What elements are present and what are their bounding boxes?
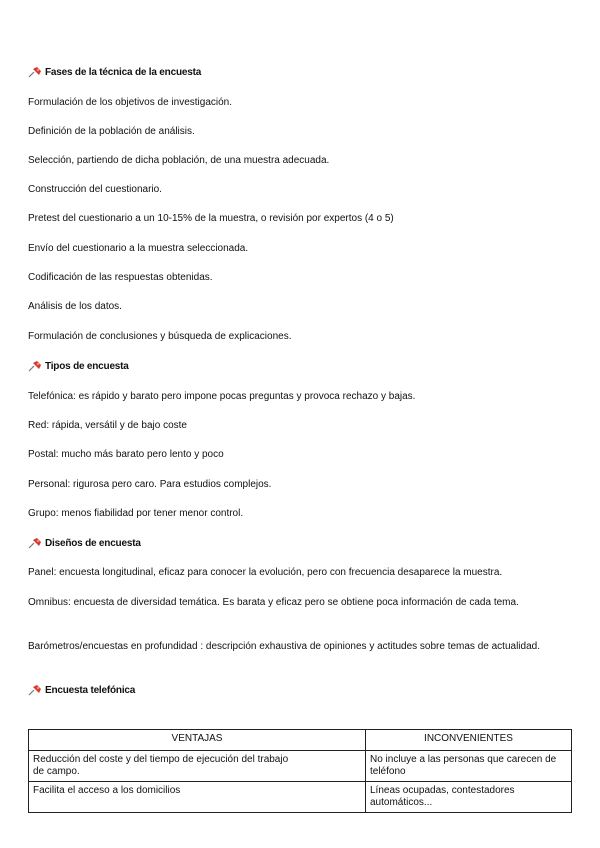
table-cell: Facilita el acceso a los domicilios (29, 782, 366, 813)
section-title: Encuesta telefónica (45, 684, 136, 696)
pushpin-icon (28, 66, 42, 78)
pushpin-icon (28, 537, 42, 549)
list-item: Personal: rigurosa pero caro. Para estudios complejos. (28, 479, 272, 490)
list-item: Selección, partiendo de dicha población, de una muestra adecuada. (28, 155, 330, 166)
section-heading (28, 537, 141, 549)
list-item: Omnibus: encuesta de diversidad temática. Es barata y eficaz pero se obtiene poca información de cada tema. (28, 597, 519, 608)
section-heading (28, 360, 129, 372)
list-item: Definición de la población de análisis. (28, 126, 195, 137)
section-title: Diseños de encuesta (45, 537, 141, 549)
list-item: Red: rápida, versátil y de bajo coste (28, 420, 187, 431)
section-title: Tipos de encuesta (45, 360, 129, 372)
table-cell: No incluye a las personas que carecen de teléfono (366, 751, 572, 782)
section-heading (28, 66, 201, 78)
column-header: INCONVENIENTES (366, 730, 572, 751)
list-item: Postal: mucho más barato pero lento y poco (28, 449, 224, 460)
section-heading (28, 684, 135, 696)
list-item: Grupo: menos fiabilidad por tener menor control. (28, 508, 244, 519)
table-header-row (29, 730, 572, 751)
list-item: Construcción del cuestionario. (28, 184, 162, 195)
list-item: Telefónica: es rápido y barato pero impone pocas preguntas y provoca rechazo y bajas. (28, 391, 416, 402)
list-item: Formulación de conclusiones y búsqueda de explicaciones. (28, 331, 292, 342)
pushpin-icon (28, 360, 42, 372)
table-row (29, 751, 572, 782)
list-item: Análisis de los datos. (28, 301, 122, 312)
list-item: Panel: encuesta longitudinal, eficaz para conocer la evolución, pero con frecuencia desaparece la muestra. (28, 567, 503, 578)
list-item: Barómetros/encuestas en profundidad : descripción exhaustiva de opiniones y actitudes sobre temas de actualidad. (28, 641, 540, 652)
section-title: Fases de la técnica de la encuesta (45, 66, 202, 78)
list-item: Pretest del cuestionario a un 10-15% de la muestra, o revisión por expertos (4 o 5) (28, 213, 394, 224)
pushpin-icon (28, 684, 42, 696)
list-item: Formulación de los objetivos de investigación. (28, 97, 232, 108)
list-item: Envío del cuestionario a la muestra seleccionada. (28, 243, 249, 254)
list-item: Codificación de las respuestas obtenidas. (28, 272, 213, 283)
table-cell: Reducción del coste y del tiempo de ejecución del trabajo de campo. (29, 751, 366, 782)
column-header: VENTAJAS (29, 730, 366, 751)
table-cell: Líneas ocupadas, contestadores automáticos... (366, 782, 572, 813)
table-row (29, 782, 572, 813)
comparison-table (28, 729, 572, 813)
